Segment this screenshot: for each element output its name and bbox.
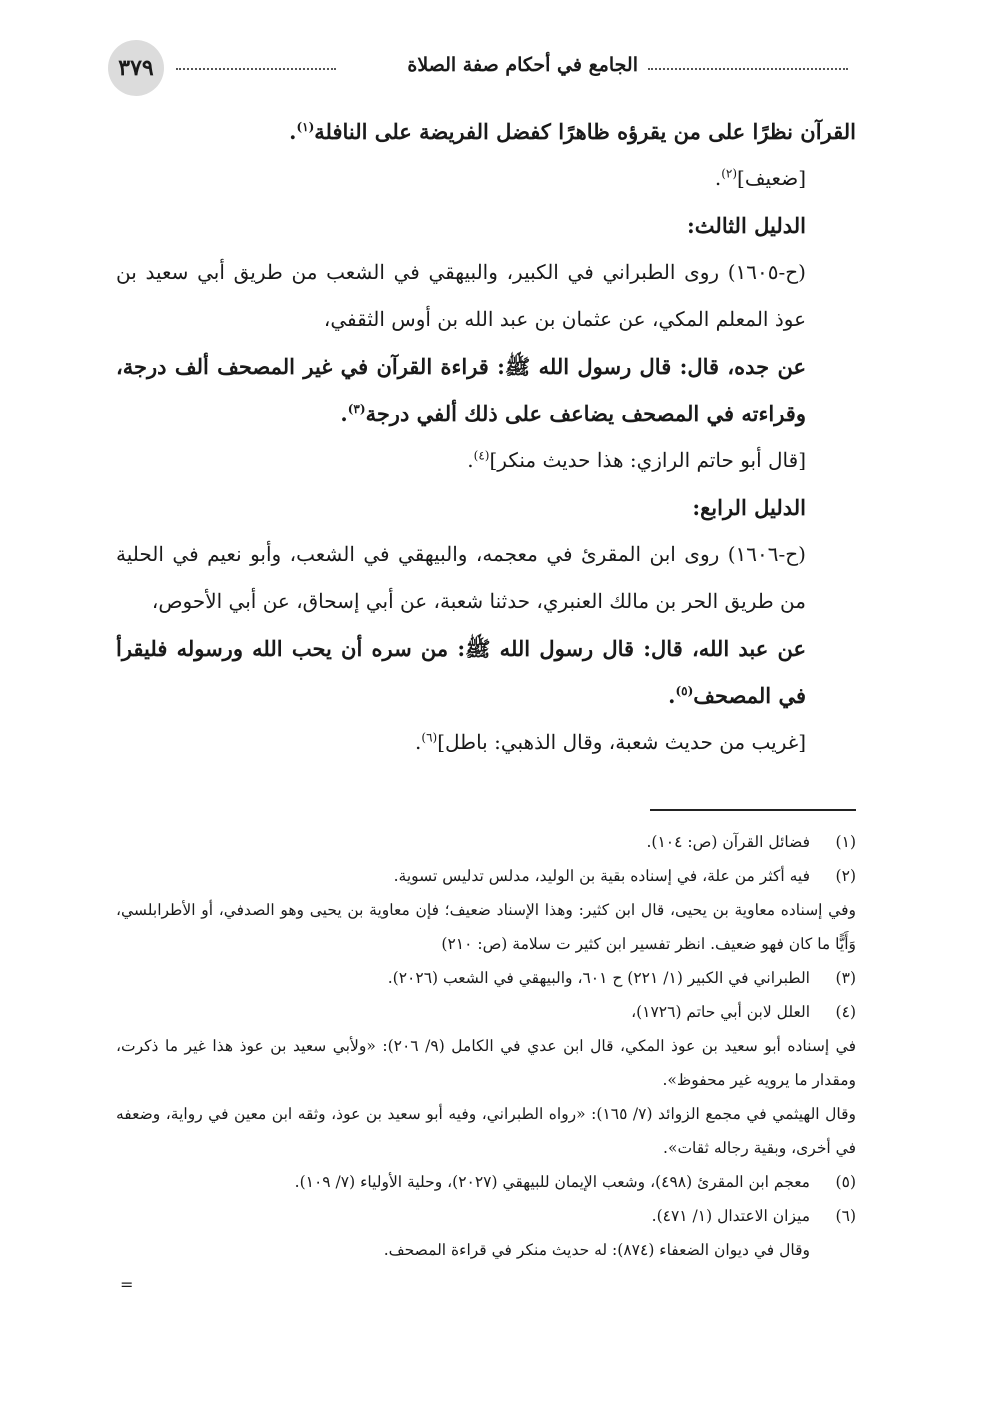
footnotes [116,825,856,1267]
footnote-ref: (٥) [675,684,694,698]
footnote-number: (٣) [835,969,856,987]
grading: [ضعيف]$^{(٢)}$. [714,166,806,190]
footnote-continuation: وفي إسناده معاوية بن يحيى، قال ابن كثير: وهذا الإسناد ضعيف؛ فإن معاوية بن يحيى وهو الصدفي، أو الأطرابلسي، وَأَيًّا ما كان فهو ضعيف. انظر تفسير ابن كثير ت سلامة (ص: ٢١٠) [116,901,856,953]
grading: [غريب من حديث شعبة، وقال الذهبي: باطل]$^{(٦)}$. [415,730,806,754]
header-leader-right [648,68,848,70]
footnote-number: (٦) [835,1207,856,1225]
footnote-continuation: وقال الهيثمي في مجمع الزوائد (٧/ ١٦٥): «رواه الطبراني، وفيه أبو سعيد بن عوذ، وثقه ابن معين في رواية، وضعفه في أخرى، وبقية رجاله ثقات». [116,1105,856,1157]
footnote-text: فيه أكثر من علة، في إسناده بقية بن الوليد، مدلس تدليس تسوية. [393,867,810,885]
paragraph-hadith-end: القرآن نظرًا على من يقرؤه ظاهرًا كفضل الفريضة على النافلة$^{(١)}$. [289,119,856,144]
section-heading-third: الدليل الثالث: [687,213,806,238]
footnote-ref: (٦) [421,730,438,745]
footnote-text: ميزان الاعتدال (١/ ٤٧١). [651,1207,810,1225]
paragraph-hadith: عن جده، قال: قال رسول الله ﷺ: قراءة القرآن في غير المصحف ألف درجة، وقراءته في المصحف يضاعف على ذلك ألفي درجة$^{(٣)}$. [116,354,806,426]
footnote-item [116,1165,856,1199]
paragraph-isnad: (ح-١٦٠٦) روى ابن المقرئ في معجمه، والبيهقي في الشعب، وأبو نعيم في الحلية من طريق الحر بن مالك العنبري، حدثنا شعبة، عن أبي إسحاق، عن أبي الأحوص، [116,542,806,613]
footnote-text: معجم ابن المقرئ (٤٩٨)، وشعب الإيمان للبيهقي (٢٠٢٧)، وحلية الأولياء (٧/ ١٠٩). [294,1173,810,1191]
page-header [108,40,848,96]
paragraph-isnad: (ح-١٦٠٥) روى الطبراني في الكبير، والبيهقي في الشعب من طريق أبي سعيد بن عوذ المعلم المكي، عن عثمان بن عبد الله بن أوس الثقفي، [116,260,806,331]
footnote-text: العلل لابن أبي حاتم (١٧٢٦)، [631,1003,810,1021]
paragraph-hadith: عن عبد الله، قال: قال رسول الله ﷺ: من سره أن يحب الله ورسوله فليقرأ في المصحف$^{(٥)}$. [116,636,806,708]
footnote-number: (٢) [835,867,856,885]
footnote-text: فضائل القرآن (ص: ١٠٤). [646,833,810,851]
footnote-ref: (٤) [473,448,490,463]
header-leader-left [176,68,336,70]
section-heading-fourth: الدليل الرابع: [692,495,806,520]
footnote-item [116,825,856,859]
footnote-item [116,995,856,1029]
footnote-number: (٤) [835,1003,856,1021]
footnote-ref: (٢) [721,166,738,181]
running-title: الجامع في أحكام صفة الصلاة [407,54,638,76]
footnote-ref: (٣) [347,402,366,416]
footnote-continuation: وقال في ديوان الضعفاء (٨٧٤): له حديث منكر في قراءة المصحف. [383,1241,810,1259]
footnote-item [116,1199,856,1233]
footnote-number: (١) [835,833,856,851]
main-text [116,108,856,766]
page-number: ٣٧٩ [108,40,164,96]
footnote-ref: (١) [296,120,315,134]
footnote-separator [650,809,856,811]
footnote-text: الطبراني في الكبير (١/ ٢٢١) ح ٦٠١، والبيهقي في الشعب (٢٠٢٦). [387,969,810,987]
footnote-number: (٥) [835,1173,856,1191]
grading: [قال أبو حاتم الرازي: هذا حديث منكر]$^{(٤)}$. [467,448,806,472]
footnote-continuation: في إسناده أبو سعيد بن عوذ المكي، قال ابن عدي في الكامل (٩/ ٢٠٦): «ولأبي سعيد بن عوذ هذا غير ما ذكرت، ومقدار ما يرويه غير محفوظ». [116,1037,856,1089]
continuation-mark: = [120,1275,134,1294]
footnote-item [116,961,856,995]
footnote-item [116,859,856,893]
